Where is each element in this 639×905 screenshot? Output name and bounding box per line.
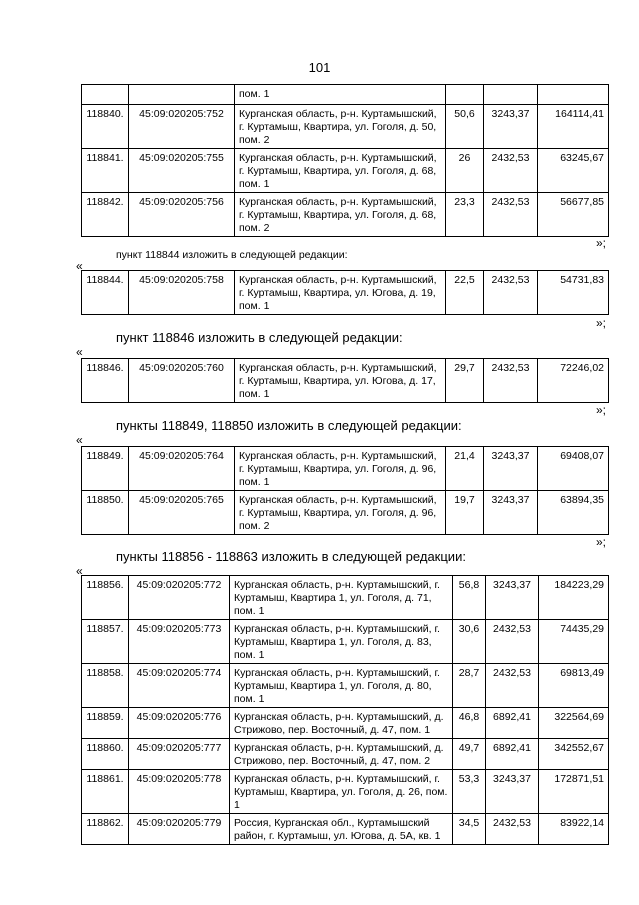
total — [538, 85, 609, 105]
row-number: 118844. — [82, 271, 129, 315]
price: 2432,53 — [486, 664, 539, 708]
row-number: 118862. — [82, 814, 129, 845]
cadastral-number: 45:09:020205:765 — [129, 491, 235, 535]
row-number: 118856. — [82, 576, 129, 620]
total: 342552,67 — [539, 739, 609, 770]
cadastral-number: 45:09:020205:776 — [129, 708, 230, 739]
cadastral-number: 45:09:020205:752 — [129, 105, 235, 149]
page-number: 101 — [308, 60, 331, 75]
price: 3243,37 — [484, 105, 538, 149]
row-number: 118857. — [82, 620, 129, 664]
total: 322564,69 — [539, 708, 609, 739]
address: Курганская область, р-н. Куртамышский, г. Куртамыш, Квартира, ул. Гоголя, д. 96, пом. 1 — [235, 447, 446, 491]
address: Курганская область, р-н. Куртамышский, г. Куртамыш, Квартира, ул. Гоголя, д. 68, пом. 2 — [235, 193, 446, 237]
address: Курганская область, р-н. Куртамышский, г. Куртамыш, Квартира, ул. Югова, д. 17, пом. 1 — [235, 359, 446, 403]
table-block1 — [81, 270, 609, 315]
table-row — [82, 149, 609, 193]
cadastral-number: 45:09:020205:764 — [129, 447, 235, 491]
row-number — [82, 85, 129, 105]
total: 56677,85 — [538, 193, 609, 237]
opening-quote: « — [76, 564, 83, 578]
row-number: 118841. — [82, 149, 129, 193]
amendment-instruction: пункты 118849, 118850 изложить в следующей редакции: — [116, 418, 462, 433]
total: 63245,67 — [538, 149, 609, 193]
address: Курганская область, р-н. Куртамышский, д. Стрижово, пер. Восточный, д. 47, пом. 1 — [230, 708, 453, 739]
cadastral-number: 45:09:020205:774 — [129, 664, 230, 708]
total: 184223,29 — [539, 576, 609, 620]
address: пом. 1 — [235, 85, 446, 105]
row-number: 118859. — [82, 708, 129, 739]
price — [484, 85, 538, 105]
total: 69408,07 — [538, 447, 609, 491]
cadastral-number: 45:09:020205:772 — [129, 576, 230, 620]
table-row — [82, 193, 609, 237]
row-number: 118860. — [82, 739, 129, 770]
total: 74435,29 — [539, 620, 609, 664]
cadastral-number: 45:09:020205:777 — [129, 739, 230, 770]
row-number: 118858. — [82, 664, 129, 708]
total: 164114,41 — [538, 105, 609, 149]
cadastral-number: 45:09:020205:773 — [129, 620, 230, 664]
table-row — [82, 85, 609, 105]
price: 2432,53 — [484, 359, 538, 403]
table-block3 — [81, 446, 609, 535]
address: Курганская область, р-н. Куртамышский, д. Стрижово, пер. Восточный, д. 47, пом. 2 — [230, 739, 453, 770]
price: 3243,37 — [486, 576, 539, 620]
area: 22,5 — [446, 271, 484, 315]
row-number: 118846. — [82, 359, 129, 403]
price: 2432,53 — [484, 271, 538, 315]
table-block4 — [81, 575, 609, 845]
total: 172871,51 — [539, 770, 609, 814]
closing-quote: »; — [596, 403, 607, 417]
area: 23,3 — [446, 193, 484, 237]
total: 69813,49 — [539, 664, 609, 708]
row-number: 118840. — [82, 105, 129, 149]
area: 53,3 — [453, 770, 486, 814]
row-number: 118849. — [82, 447, 129, 491]
table-row — [82, 620, 609, 664]
address: Курганская область, р-н. Куртамышский, г. Куртамыш, Квартира, ул. Гоголя, д. 96, пом. 2 — [235, 491, 446, 535]
cadastral-number — [129, 85, 235, 105]
total: 83922,14 — [539, 814, 609, 845]
area: 21,4 — [446, 447, 484, 491]
address: Курганская область, р-н. Куртамышский, г. Куртамыш, Квартира, ул. Гоголя, д. 68, пом. 1 — [235, 149, 446, 193]
address: Курганская область, р-н. Куртамышский, г. Куртамыш, Квартира, ул. Югова, д. 19, пом. 1 — [235, 271, 446, 315]
area: 46,8 — [453, 708, 486, 739]
table-block2 — [81, 358, 609, 403]
table-row — [82, 491, 609, 535]
area: 28,7 — [453, 664, 486, 708]
table-row — [82, 708, 609, 739]
amendment-instruction: пункт 118846 изложить в следующей редакции: — [116, 330, 403, 345]
price: 6892,41 — [486, 739, 539, 770]
address: Курганская область, р-н. Куртамышский, г. Куртамыш, Квартира, ул. Гоголя, д. 26, пом. 1 — [230, 770, 453, 814]
price: 2432,53 — [484, 149, 538, 193]
address: Курганская область, р-н. Куртамышский, г. Куртамыш, Квартира 1, ул. Гоголя, д. 80, пом. 1 — [230, 664, 453, 708]
opening-quote: « — [76, 259, 83, 273]
price: 3243,37 — [486, 770, 539, 814]
price: 3243,37 — [484, 447, 538, 491]
price: 2432,53 — [486, 814, 539, 845]
cadastral-number: 45:09:020205:760 — [129, 359, 235, 403]
closing-quote: »; — [596, 236, 607, 250]
opening-quote: « — [76, 345, 83, 359]
row-number: 118850. — [82, 491, 129, 535]
opening-quote: « — [76, 433, 83, 447]
area: 49,7 — [453, 739, 486, 770]
area: 26 — [446, 149, 484, 193]
address: Курганская область, р-н. Куртамышский, г. Куртамыш, Квартира 1, ул. Гоголя, д. 83, пом. 1 — [230, 620, 453, 664]
table-row — [82, 359, 609, 403]
address: Россия, Курганская обл., Куртамышский район, г. Куртамыш, ул. Югова, д. 5А, кв. 1 — [230, 814, 453, 845]
price: 6892,41 — [486, 708, 539, 739]
area: 50,6 — [446, 105, 484, 149]
address: Курганская область, р-н. Куртамышский, г. Куртамыш, Квартира 1, ул. Гоголя, д. 71, пом. 1 — [230, 576, 453, 620]
table-row — [82, 770, 609, 814]
cadastral-number: 45:09:020205:778 — [129, 770, 230, 814]
address: Курганская область, р-н. Куртамышский, г. Куртамыш, Квартира, ул. Гоголя, д. 50, пом. 2 — [235, 105, 446, 149]
cadastral-number: 45:09:020205:755 — [129, 149, 235, 193]
closing-quote: »; — [596, 316, 607, 330]
total: 72246,02 — [538, 359, 609, 403]
total: 63894,35 — [538, 491, 609, 535]
row-number: 118861. — [82, 770, 129, 814]
area: 30,6 — [453, 620, 486, 664]
table-row — [82, 739, 609, 770]
table-row — [82, 664, 609, 708]
table-row — [82, 271, 609, 315]
area: 56,8 — [453, 576, 486, 620]
table-row — [82, 447, 609, 491]
area: 19,7 — [446, 491, 484, 535]
total: 54731,83 — [538, 271, 609, 315]
price: 2432,53 — [486, 620, 539, 664]
area — [446, 85, 484, 105]
table-row — [82, 576, 609, 620]
price: 3243,37 — [484, 491, 538, 535]
cadastral-number: 45:09:020205:758 — [129, 271, 235, 315]
amendment-instruction: пункты 118856 - 118863 изложить в следующей редакции: — [116, 549, 466, 564]
price: 2432,53 — [484, 193, 538, 237]
area: 34,5 — [453, 814, 486, 845]
cadastral-number: 45:09:020205:779 — [129, 814, 230, 845]
table-block0 — [81, 84, 609, 237]
area: 29,7 — [446, 359, 484, 403]
row-number: 118842. — [82, 193, 129, 237]
table-row — [82, 814, 609, 845]
cadastral-number: 45:09:020205:756 — [129, 193, 235, 237]
amendment-instruction: пункт 118844 изложить в следующей редакции: — [116, 249, 348, 261]
table-row — [82, 105, 609, 149]
closing-quote: »; — [596, 535, 607, 549]
